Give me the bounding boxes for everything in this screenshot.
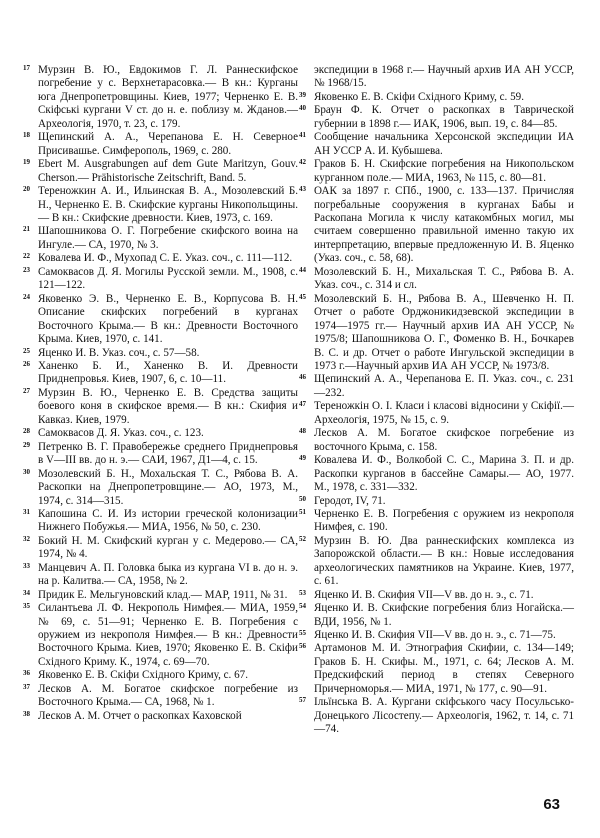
footnote-number: 50 (299, 494, 306, 503)
footnote-text: Лесков А. М. Богатое скифское погребение из восточного Крыма, с. 158. (314, 427, 574, 453)
footnote-number: 25 (23, 346, 30, 355)
footnote-text: Тереножкин А. И., Ильинская В. А., Мозолевский Б. Н., Черненко Е. В. Скифские курганы Никопольщины.— В кн.: Скифские древности. Киев, 1973, с. 169. (38, 185, 298, 224)
footnote-text: Силантьева Л. Ф. Некрополь Нимфея.— МИА, 1959, № 69, с. 51—91; Черненко Е. В. Погребения с оружием из некрополя Нимфея.— В кн.: Древности Восточного Крыма. Киев, 1970; Яковенко Е. В. Скіфи Східного Криму. К., 1974, с. 69—70. (38, 602, 298, 668)
footnote-entry (298, 589, 574, 602)
footnote-entry (22, 441, 298, 468)
footnote-text: Черненко Е. В. Погребения с оружием из некрополя Нимфея, с. 190. (314, 507, 574, 534)
footnote-entry (22, 710, 298, 723)
footnote-number: 26 (23, 359, 30, 368)
footnote-entry (22, 468, 298, 508)
footnote-text: Яценко И. В. Указ. соч., с. 57—58. (38, 346, 200, 359)
footnote-text: Сообщение начальника Херсонской экспедиции ИА АН УССР А. И. Кубышева. (314, 131, 574, 157)
footnote-text: Мозолевский Б. Н., Мохальская Т. С., Рябова В. А. Раскопки на Днепропетровщине.— АО, 1973, М., 1974, с. 314—315. (38, 467, 298, 507)
footnote-text: Мурзин В. Ю. Два раннескифских комплекса из Запорожской области.— В кн.: Новые исследования археологических памятников на Украине. Киев, 1977, с. 61. (314, 534, 574, 588)
footnote-number: 27 (23, 386, 30, 395)
footnote-number: 39 (299, 90, 306, 99)
footnote-entry (298, 642, 574, 696)
footnote-entry (22, 252, 298, 265)
footnote-text: Щепинский А. А., Черепанова Е. П. Указ. соч., с. 231—232. (314, 373, 574, 399)
footnotes-left-column (22, 64, 298, 723)
footnote-entry (298, 266, 574, 293)
footnote-entry (298, 185, 574, 266)
footnote-number: 31 (23, 507, 30, 516)
footnote-number: 44 (299, 265, 306, 274)
footnote-number: 41 (299, 131, 306, 140)
footnote-entry (298, 64, 574, 91)
footnote-number: 46 (299, 373, 306, 382)
footnote-entry (22, 683, 298, 710)
footnote-number: 21 (23, 225, 30, 234)
footnote-entry (22, 562, 298, 589)
footnote-text: Лесков А. М. Богатое скифское погребение из Восточного Крыма.— СА, 1968, № 1. (38, 682, 298, 709)
footnote-entry (22, 185, 298, 225)
footnote-entry (298, 158, 574, 185)
footnote-text: Артамонов М. И. Этнография Скифии, с. 134—149; Граков Б. Н. Скифы. М., 1971, с. 64; Лесков А. М. Предскифский период в степях Северного Причерноморья.— МИА, 1971, № 177, с. 90—91. (314, 642, 574, 695)
footnote-number: 32 (23, 534, 30, 543)
footnote-number: 18 (23, 131, 30, 140)
footnote-entry (298, 535, 574, 589)
footnote-entry (22, 225, 298, 252)
footnote-number: 51 (299, 507, 306, 516)
footnote-text: Мурзин В. Ю., Черненко Е. В. Средства защиты боевого коня в скифское время.— В кн.: Скифия и Кавказ. Киев, 1979. (38, 386, 298, 426)
footnote-text: Манцевич А. П. Головка быка из кургана VI в. до н. э. на р. Калитва.— СА, 1958, № 2. (38, 561, 298, 588)
footnote-number: 52 (299, 534, 306, 543)
footnote-entry (298, 104, 574, 131)
footnote-text: Мозолевский Б. Н., Рябова В. А., Шевченко Н. П. Отчет о работе Орджоникидзевской экспедиции в 1974—1975 гг.— Научный архив ИА АН УССР, № 1975/8; Шапошникова О. Г., Фоменко В. Н., Бочкарев В. С. и др. Отчет о работе Ингульской экспедиции в 1973 г.—Научный архив ИА АН УССР, № 1973/8. (314, 292, 574, 372)
footnote-entry (298, 696, 574, 736)
footnote-entry (298, 454, 574, 494)
footnote-text: Щепинский А. А., Черепанова Е. Н. Северное Присивашье. Симферополь, 1969, с. 280. (38, 131, 298, 157)
footnote-text: Бокий Н. М. Скифский курган у с. Медерово.— СА, 1974, № 4. (38, 534, 298, 561)
footnote-text: Ковалева И. Ф., Волкобой С. С., Марина З. П. и др. Раскопки курганов в бассейне Самары.— АО, 1977. М., 1978, с. 331—332. (314, 454, 574, 494)
footnote-number: 48 (299, 427, 306, 436)
footnote-text: Граков Б. Н. Скифские погребения на Никопольском курганном поле.— МИА, 1963, № 115, с. 80—81. (314, 158, 574, 184)
footnote-text: Мозолевский Б. Н., Михальская Т. С., Рябова В. А. Указ. соч., с. 314 и сл. (314, 265, 574, 292)
footnote-entry (22, 387, 298, 427)
footnote-number: 56 (299, 642, 306, 651)
footnote-number: 22 (23, 252, 30, 261)
footnote-number: 24 (23, 292, 30, 301)
footnote-entry (298, 602, 574, 629)
footnote-text: Яковенко Е. В. Скіфи Східного Криму, с. 67. (38, 669, 248, 682)
footnote-number: 28 (23, 427, 30, 436)
footnote-number: 53 (299, 588, 306, 597)
footnote-text: Придик Е. Мельгуновский клад.— МАР, 1911, № 31. (38, 588, 288, 601)
footnote-text: Самоквасов Д. Я. Указ. соч., с. 123. (38, 427, 204, 440)
footnote-number: 19 (23, 158, 30, 167)
footnote-entry (22, 508, 298, 535)
footnote-text: Петренко В. Г. Правобережье среднего Приднепровья в V—III вв. до н. э.— САИ, 1967, Д1—4, с. 15. (38, 440, 298, 467)
page-number: 63 (543, 796, 560, 813)
footnote-number: 35 (23, 602, 30, 611)
footnote-entry (22, 266, 298, 293)
footnote-text: Самоквасов Д. Я. Могилы Русской земли. М., 1908, с. 121—122. (38, 265, 298, 292)
footnote-entry (22, 158, 298, 185)
footnote-entry (22, 347, 298, 360)
footnote-number: 33 (23, 561, 30, 570)
footnote-text: Яковенко Е. В. Скіфи Східного Криму, с. 59. (314, 90, 524, 103)
footnote-entry (298, 293, 574, 374)
footnote-entry (22, 293, 298, 347)
footnote-number: 17 (23, 64, 30, 72)
footnote-text: Лесков А. М. Отчет о раскопках Каховской (38, 709, 242, 722)
footnote-text: Тереножкін О. І. Класи і класові відносини у Скіфії.— Археологія, 1975, № 15, с. 9. (314, 400, 574, 426)
footnote-entry (22, 131, 298, 158)
footnote-number: 55 (299, 629, 306, 638)
footnote-number: 37 (23, 682, 30, 691)
footnote-text: экспедиции в 1968 г.— Научный архив ИА АН УССР, № 1968/15. (314, 64, 574, 90)
footnote-entry (22, 535, 298, 562)
footnote-entry (22, 360, 298, 387)
footnote-entry (298, 495, 574, 508)
footnote-entry (298, 400, 574, 427)
footnote-entry (298, 131, 574, 158)
footnote-entry (22, 427, 298, 440)
footnote-text: Яковенко Э. В., Черненко Е. В., Корпусова В. Н. Описание скифских погребений в курганах Восточного Крыма.— В кн.: Древности Восточного Крыма. Киев, 1970, с. 141. (38, 292, 298, 346)
footnote-entry (298, 427, 574, 454)
footnote-number: 38 (23, 709, 30, 718)
footnote-text: Ebert M. Ausgrabungen auf dem Gute Maritzyn, Gouv. Cherson.— Prähistorische Zeitschrift, Band. 5. (38, 158, 298, 184)
footnote-number: 36 (23, 669, 30, 678)
footnote-entry (22, 669, 298, 682)
footnote-number: 45 (299, 292, 306, 301)
footnote-number: 23 (23, 265, 30, 274)
footnote-text: Ханенко Б. И., Ханенко В. И. Древности Приднепровья. Киев, 1907, 6, с. 10—11. (38, 359, 298, 386)
footnote-number: 29 (23, 440, 30, 449)
footnote-number: 49 (299, 454, 306, 463)
footnote-number: 20 (23, 185, 30, 194)
footnote-text: Ковалева И. Ф., Мухопад С. Е. Указ. соч., с. 111—112. (38, 252, 293, 265)
footnote-entry (22, 589, 298, 602)
footnote-text: ОАК за 1897 г. СПб., 1900, с. 133—137. Причисляя погребальные сооружения в курганах Бабы и Раскопана Могила к числу катакомбных могил, мы считаем совершенно правильной именно такую их интерпретацию, впервые предложенную И. В. Яценко (Указ. соч., с. 58, 68). (314, 185, 574, 265)
footnote-text: Мурзин В. Ю., Евдокимов Г. Л. Раннескифское погребение у с. Верхнетарасовка.— В кн.: Курганы юга Днепропетровщины. Киев, 1977; Черненко Е. В. Скіфські кургани V ст. до н. е. поблизу м. Жданов.— Археологія, 1970, т. 23, с. 179. (38, 64, 298, 130)
footnote-entry (298, 629, 574, 642)
footnote-entry (298, 508, 574, 535)
footnote-text: Шапошникова О. Г. Погребение скифского воина на Ингуле.— СА, 1970, № 3. (38, 225, 298, 251)
footnote-entry (22, 64, 298, 131)
footnote-entry (298, 373, 574, 400)
footnote-number: 54 (299, 602, 306, 611)
footnote-number: 57 (299, 696, 306, 705)
footnote-text: Яценко И. В. Скифские погребения близ Ногайска.— ВДИ, 1956, № 1. (314, 602, 574, 628)
footnote-text: Геродот, IV, 71. (314, 494, 386, 507)
footnote-entry (298, 91, 574, 104)
footnote-text: Яценко И. В. Скифия VII—V вв. до н. э., с. 71. (314, 588, 534, 601)
footnote-number: 40 (299, 104, 306, 113)
footnote-text: Капошина С. И. Из истории греческой колонизации Нижнего Побужья.— МИА, 1956, № 50, с. 230. (38, 507, 298, 534)
footnote-text: Ільїнська В. А. Кургани скіфського часу Посульсько-Донецького Лісостепу.— Археологія, 1962, т. 14, с. 71—74. (314, 696, 574, 736)
footnote-entry (22, 602, 298, 669)
footnote-number: 47 (299, 400, 306, 409)
footnote-number: 34 (23, 588, 30, 597)
footnote-text: Яценко И. В. Скифия VII—V вв. до н. э., с. 71—75. (314, 629, 556, 642)
footnote-text: Браун Ф. К. Отчет о раскопках в Таврической губернии в 1898 г.— ИАК, 1906, вып. 19, с. 84—85. (314, 104, 574, 130)
footnotes-right-column (298, 64, 574, 737)
footnote-number: 42 (299, 158, 306, 167)
footnote-number: 43 (299, 185, 306, 194)
footnote-number: 30 (23, 467, 30, 476)
